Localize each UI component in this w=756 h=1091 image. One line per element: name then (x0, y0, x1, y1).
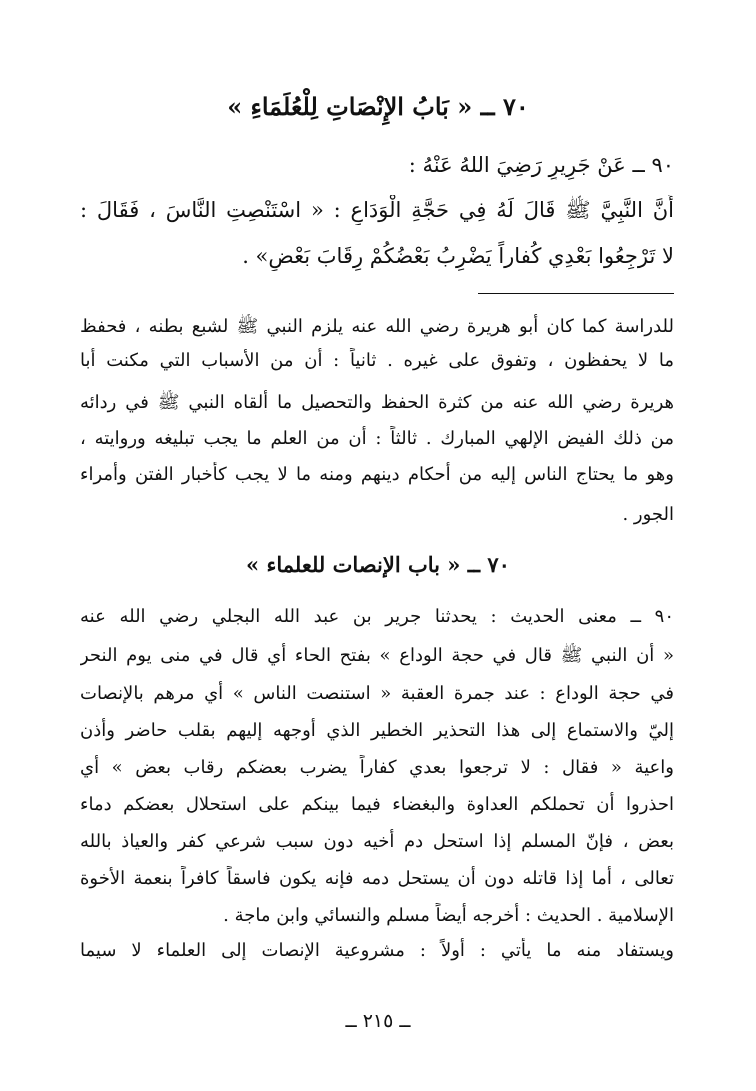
hadith-heading: ٩٠ ــ عَنْ جَرِيرٍ رَضِيَ اللهُ عَنْهُ : (408, 153, 674, 177)
hadith-text-line-2: لا تَرْجِعُوا بَعْدِي كُفاراً يَضْرِبُ بَعْضُكُمْ رِقَابَ بَعْضٍ» . (242, 244, 674, 268)
previous-commentary-line: وهو ما يحتاج الناس إليه من أحكام دينهم ومنه ما لا يجب كأخبار الفتن وأمراء (80, 464, 674, 485)
previous-commentary-line: للدراسة كما كان أبو هريرة رضي الله عنه يلزم النبي ﷺ لشبع بطنه ، فحفظ (80, 316, 674, 337)
commentary-line: احذروا أن تحملكم العداوة والبغضاء فيما بينكم على استحلال بعضكم دماء (80, 794, 674, 815)
commentary-line: الإسلامية . الحديث : أخرجه أيضاً مسلم والنسائي وابن ماجة . (223, 905, 674, 926)
commentary-line: « أن النبي ﷺ قال في حجة الوداع » بفتح الحاء أي قال في منى يوم النحر (80, 645, 674, 666)
commentary-line: واعية « فقال : لا ترجعوا بعدي كفاراً يضرب بعضكم رقاب بعض » أي (80, 757, 674, 778)
commentary-line: ويستفاد منه ما يأتي : أولاً : مشروعية الإنصات إلى العلماء لا سيما (80, 940, 674, 961)
chapter-title-top: ٧٠ ــ « بَابُ الإِنْصَاتِ لِلْعُلَمَاءِ » (227, 92, 529, 121)
commentary-line: إليّ والاستماع إلى هذا التحذير الخطير الذي أوجهه إليهم بقلب حاضر وأذن (80, 720, 674, 741)
commentary-line: في حجة الوداع : عند جمرة العقبة « استنصت الناس » أي مرهم بالإنصات (80, 683, 674, 704)
previous-commentary-line: من ذلك الفيض الإلهي المبارك . ثالثاً : أن من العلم ما يجب تبليغه وروايته ، (80, 428, 674, 449)
previous-commentary-line: هريرة رضي الله عنه من كثرة الحفظ والتحصيل ما ألقاه النبي ﷺ في ردائه (80, 392, 674, 413)
commentary-line: ٩٠ ــ معنى الحديث : يحدثنا جرير بن عبد الله البجلي رضي الله عنه (80, 606, 674, 627)
chapter-title-commentary: ٧٠ ــ « باب الإنصات للعلماء » (246, 552, 510, 577)
footnote-divider (478, 293, 674, 294)
previous-commentary-line: ما لا يحفظون ، وتفوق على غيره . ثانياً : أن من الأسباب التي مكنت أبا (80, 350, 674, 371)
commentary-line: تعالى ، أما إذا قاتله دون أن يستحل دمه فإنه يكون فاسقاً كافراً بنعمة الأخوة (80, 868, 674, 889)
previous-commentary-line: الجور . (622, 504, 674, 525)
page-number: ــ ٢١٥ ــ (345, 1010, 411, 1032)
hadith-text-line-1: أَنَّ النَّبِيَّ ﷺ قَالَ لَهُ فِي حَجَّةِ الْوَدَاعِ : « اسْتَنْصِتِ النَّاسَ ، فَقَالَ : (80, 198, 674, 222)
commentary-line: بعض ، فإنّ المسلم إذا استحل دم أخيه دون سبب شرعي كفر والعياذ بالله (80, 831, 674, 852)
